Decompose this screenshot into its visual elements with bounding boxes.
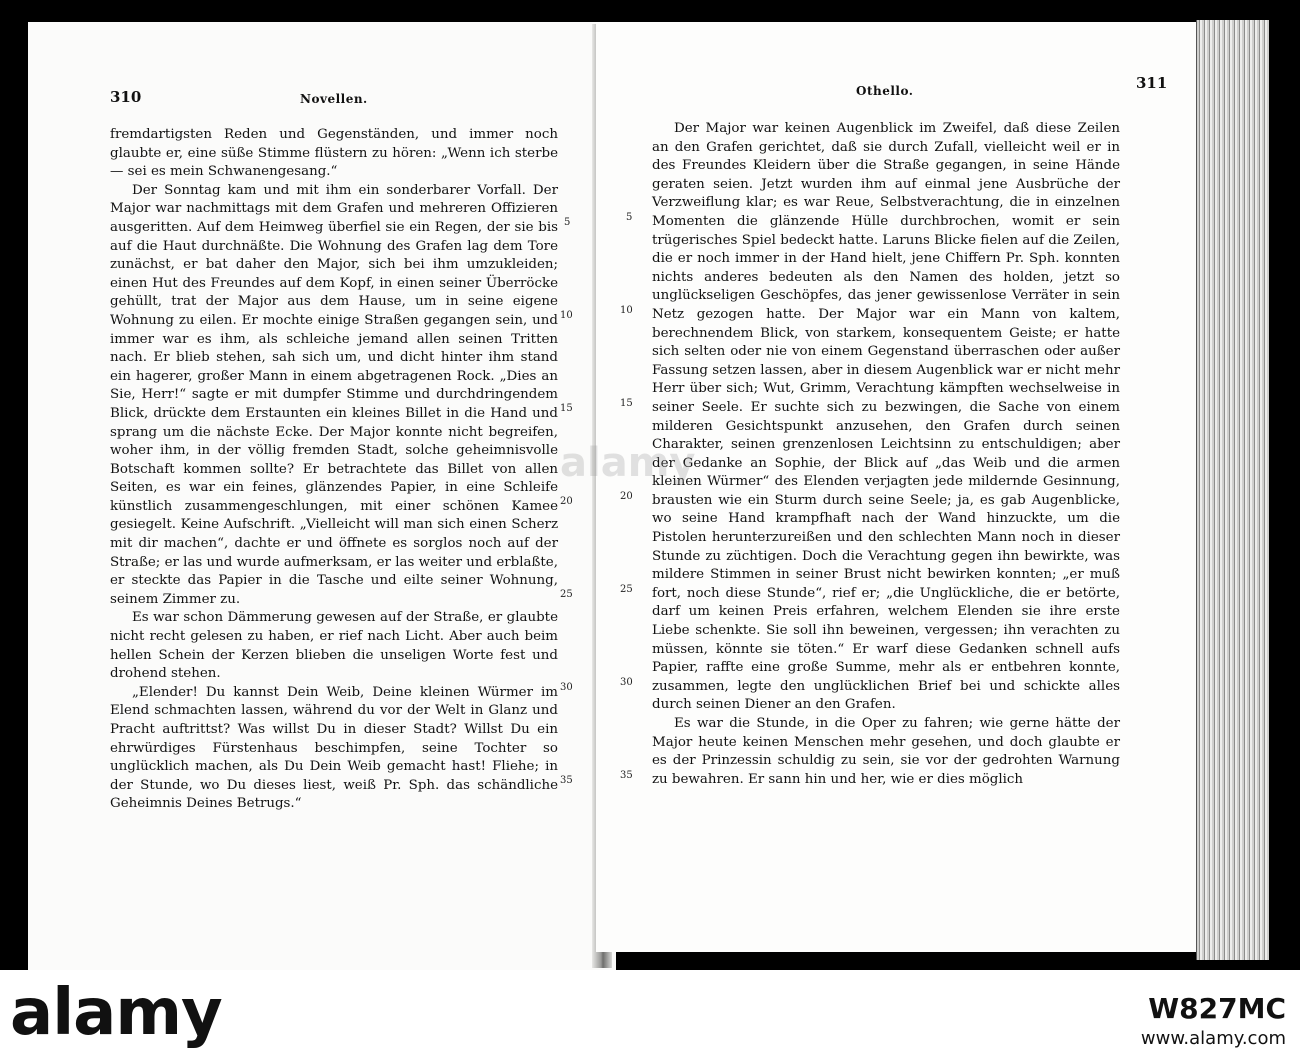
watermark-banner	[0, 970, 1300, 1060]
left-page	[28, 22, 616, 970]
line-number: 5	[626, 212, 633, 223]
watermark-url: www.alamy.com	[1140, 1028, 1286, 1049]
paragraph: Es war schon Dämmerung gewesen auf der Straße, er glaubte nicht recht gelesen zu haben, er rief nach Licht. Aber auch beim hellen Schein der Kerzen blieben die unseligen Worte fest und drohend stehen.	[110, 610, 558, 682]
right-page	[596, 22, 1226, 952]
line-number: 35	[620, 770, 633, 781]
page-number-left: 310	[110, 88, 142, 106]
line-number: 15	[620, 398, 633, 409]
image-id: W827MC	[1148, 992, 1286, 1025]
line-number: 10	[620, 305, 633, 316]
line-number: 5	[564, 217, 571, 228]
left-page-text	[110, 126, 558, 814]
watermark-overlay: alamy	[560, 440, 696, 486]
paragraph: fremdartigsten Reden und Gegenständen, und immer noch glaubte er, eine süße Stimme flüstern zu hören: „Wenn ich sterbe — sei es mein Schwanengesang.“	[110, 127, 558, 180]
paragraph: Es war die Stunde, in die Oper zu fahren; wie gerne hätte der Major heute keinen Menschen mehr gesehen, und doch glaubte er es der Prinzessin schuldig zu sein, sie vor der gedrohten Warnung zu bewahren. Er sann hin und her, wie er dies möglich	[652, 716, 1120, 787]
page-number-right: 311	[1136, 74, 1168, 92]
line-number: 30	[620, 677, 633, 688]
line-number: 20	[560, 496, 573, 507]
right-page-text	[652, 120, 1120, 789]
line-number: 25	[560, 589, 573, 600]
paragraph: Der Sonntag kam und mit ihm ein sonderbarer Vorfall. Der Major war nachmittags mit dem Grafen und mehreren Offizieren ausgeritten. Auf dem Heimweg überfiel sie ein Regen, der sie bis auf die Haut durchnäßte. Die Wohnung des Grafen lag dem Tore zunächst, er bat daher den Major, sich bei ihm umzukleiden; einen Hut des Freundes auf dem Kopf, in einen seiner Überröcke gehüllt, trat der Major aus dem Hause, um in seine eigene Wohnung zu eilen. Er mochte einige Straßen gegangen sein, und immer war es ihm, als schleiche jemand allen seinen Tritten nach. Er blieb stehen, sah sich um, und dicht hinter ihm stand ein hagerer, großer Mann in einem abgetragenen Rock. „Dies an Sie, Herr!“ sagte er mit dumpfer Stimme und durchdringendem Blick, drückte dem Erstaunten ein kleines Billet in die Hand und sprang um die nächste Ecke. Der Major konnte nicht begreifen, woher ihm, in der völlig fremden Stadt, solche geheimnisvolle Botschaft kommen sollte? Er betrachtete das Billet von allen Seiten, es war ein feines, glänzendes Papier, in eine Schleife künstlich zusammengeschlungen, mit einer schönen Kamee gesiegelt. Keine Aufschrift. „Vielleicht will man sich einen Scherz mit dir machen“, dachte er und öffnete es sorglos noch auf der Straße; er las und wurde aufmerksam, er las weiter und erblaßte, er steckte das Papier in die Tasche und eilte seiner Wohnung, seinem Zimmer zu.	[110, 182, 558, 607]
line-number: 25	[620, 584, 633, 595]
line-number: 30	[560, 682, 573, 693]
paragraph: Der Major war keinen Augenblick im Zweifel, daß diese Zeilen an den Grafen gerichtet, daß sie durch Zufall, vielleicht weil er in des Freundes Kleidern über die Straße gegangen, in seine Hände geraten seien. Jetzt wurden ihm auf einmal jene Ausbrüche der Verzweiflung klar; es war Reue, Selbstverachtung, die in einzelnen Momenten die glänzende Hülle durchbrochen, womit er sein trügerisches Spiel bedeckt hatte. Laruns Blicke fielen auf die Zeilen, die er noch immer in der Hand hielt, jene Chiffern Pr. Sph. konnten nichts anderes bedeuten als den Namen des holden, jetzt so unglückseligen Geschöpfes, das jener gewissenlose Verräter in sein Netz gezogen hatte. Der Major war ein Mann von kaltem, berechnendem Blick, von starkem, konsequentem Geiste; er hatte sich selten oder nie von einem Gegenstand überraschen oder außer Fassung setzen lassen, aber in diesem Augenblick war er nicht mehr Herr über sich; Wut, Grimm, Verachtung kämpften wechselweise in seiner Seele. Er suchte sich zu bezwingen, die Sache von einem milderen Gesichtspunkt anzusehen, den Grafen durch seinen Charakter, seinen grenzenlosen Leichtsinn zu entschuldigen; aber der Gedanke an Sophie, der Blick auf „das Weib und die armen kleinen Würmer“ des Elenden verjagten jede mildernde Gesinnung, brausten wie ein Sturm durch seine Seele; ja, es gab Augenblicke, wo seine Hand krampfhaft nach der Wand hinzuckte, um die Pistolen herunterzureißen und den schlechten Mann noch in dieser Stunde zu züchtigen. Doch die Verachtung gegen ihn bewirkte, was mildere Stimmen in seiner Brust nicht bewirken konnten; „er muß fort, noch diese Stunde“, rief er; „die Unglückliche, die er betörte, darf um keinen Preis erfahren, welchem Elenden sie ihre erste Liebe schenkte. Sie soll ihn beweinen, vergessen; ihn verachten zu müssen, könnte sie töten.“ Er warf diese Gedanken schnell aufs Papier, raffte eine große Summe, mehr als er entbehren konnte, zusammen, legte den unglücklichen Brief bei und schickte alles durch seinen Diener an den Grafen.	[652, 121, 1120, 713]
line-number: 10	[560, 310, 573, 321]
watermark-logo: alamy	[10, 976, 222, 1050]
book-page-edges	[1196, 20, 1269, 960]
line-number: 20	[620, 491, 633, 502]
line-number: 15	[560, 403, 573, 414]
paragraph: „Elender! Du kannst Dein Weib, Deine kleinen Würmer im Elend schmachten lassen, während du vor der Welt in Glanz und Pracht auftrittst? Was willst Du in dieser Stadt? Willst Du ein ehrwürdiges Fürstenhaus beschimpfen, seine Tochter so unglücklich machen, als Du Dein Weib gemacht hast! Fliehe; in der Stunde, wo Du dieses liest, weiß Pr. Sph. das schändliche Geheimnis Deines Betrugs.“	[110, 684, 558, 812]
running-head-left: Novellen.	[300, 92, 368, 106]
running-head-right: Othello.	[856, 84, 914, 98]
line-number: 35	[560, 775, 573, 786]
